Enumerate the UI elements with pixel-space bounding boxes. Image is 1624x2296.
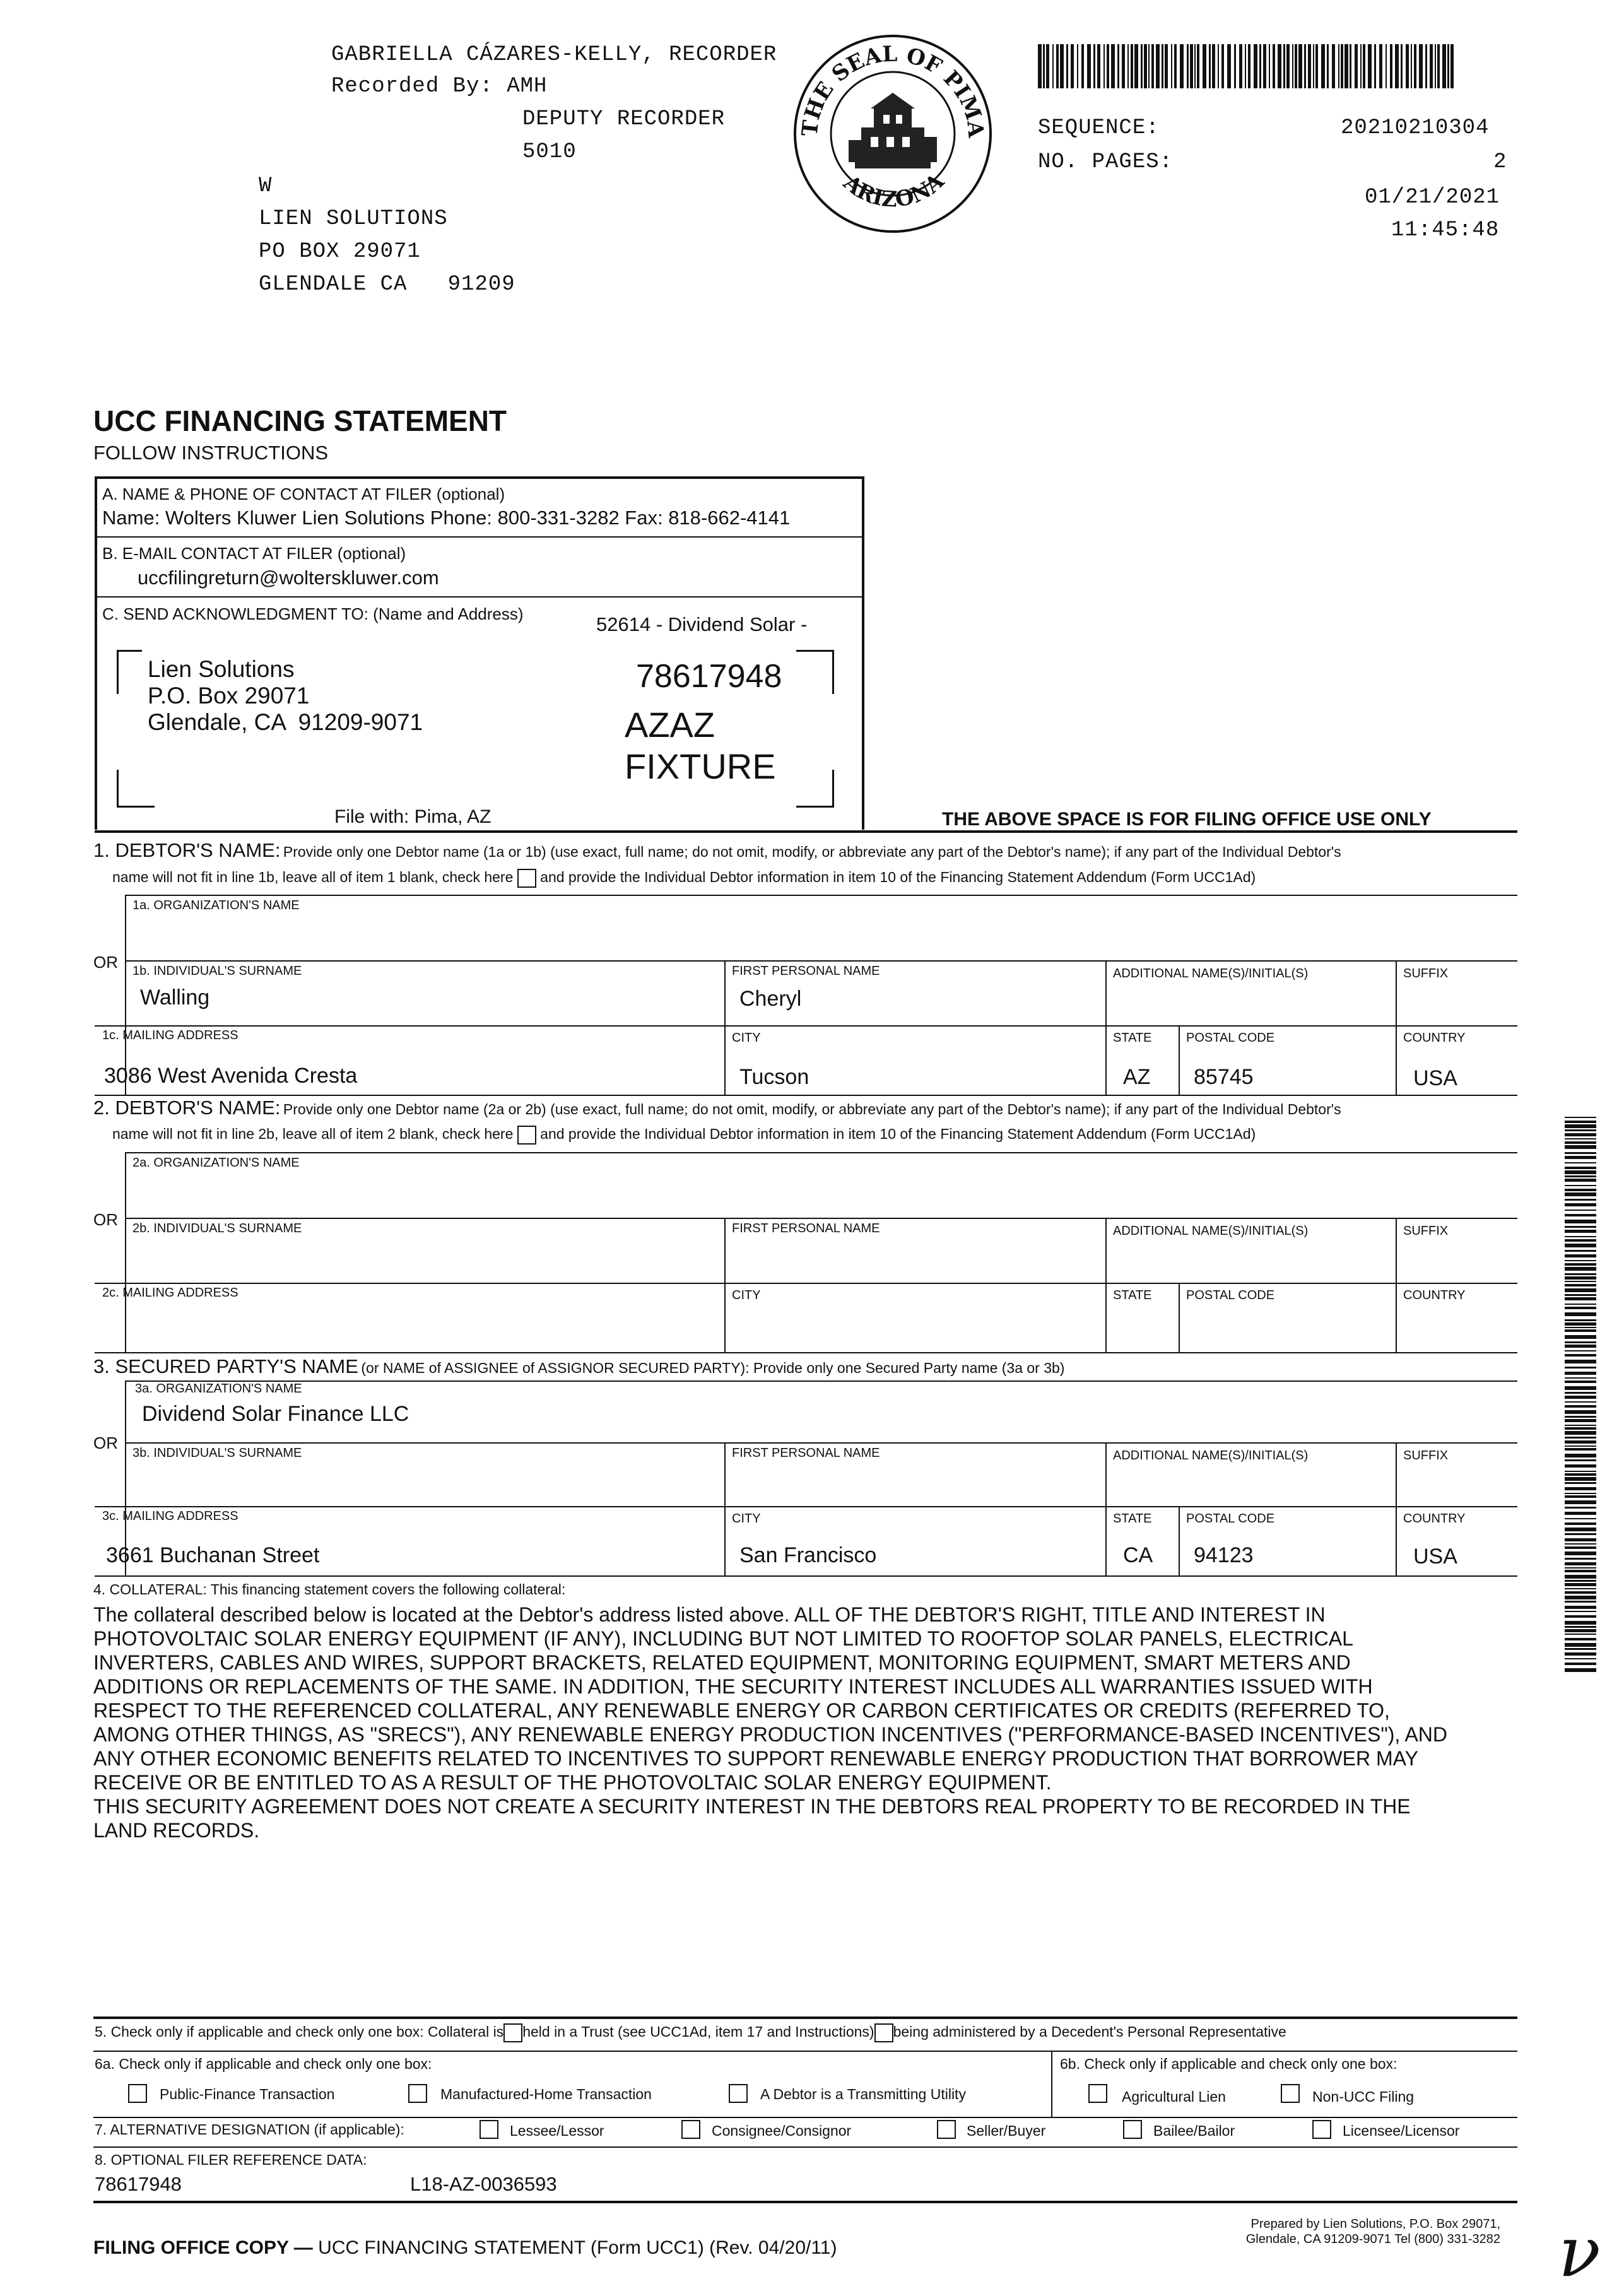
collateral-line: AMONG OTHER THINGS, AS "SRECS"), ANY RENEWABLE ENERGY PRODUCTION INCENTIVES ("PERFORMANCE-BASED INCENTIVES"), AND: [93, 1723, 1447, 1746]
pima-county-seal: [792, 33, 994, 235]
transmitting-utility-label: A Debtor is a Transmitting Utility: [760, 2086, 966, 2102]
secured-city-label: CITY: [732, 1512, 761, 1526]
svg-text:THE SEAL OF PIMA COUNTY: THE SEAL OF PIMA: [797, 41, 989, 139]
bracket-top-left: [117, 650, 142, 694]
secured-surname-label: 3b. INDIVIDUAL'S SURNAME: [132, 1446, 302, 1460]
public-finance-label: Public-Finance Transaction: [160, 2086, 335, 2102]
form-subtitle: FOLLOW INSTRUCTIONS: [93, 442, 329, 464]
manufactured-home-label: Manufactured-Home Transaction: [440, 2086, 652, 2102]
recorder-name: GABRIELLA CÁZARES-KELLY, RECORDER: [331, 43, 777, 67]
debtor2-check[interactable]: [517, 1126, 536, 1145]
secured-mail: 3661 Buchanan Street: [106, 1543, 320, 1567]
collateral-line: The collateral described below is located at the Debtor's address listed above. ALL OF THE DEBTOR'S RIGHT, TITLE AND INTEREST IN: [93, 1603, 1326, 1626]
debtor1-postal-label: POSTAL CODE: [1186, 1031, 1275, 1045]
bracket-bottom-right: [796, 770, 834, 808]
pages-label: NO. PAGES:: [1038, 150, 1174, 174]
svg-text:ARIZONA: ARIZONA: [838, 168, 950, 213]
office-use-notice: THE ABOVE SPACE IS FOR FILING OFFICE USE ONLY: [942, 809, 1432, 830]
debtor2-first-label: FIRST PERSONAL NAME: [732, 1222, 880, 1235]
record-date: 01/21/2021: [1365, 185, 1500, 209]
debtor1-or: OR: [93, 953, 118, 972]
item7-label: 7. ALTERNATIVE DESIGNATION (if applicable):: [95, 2121, 404, 2138]
bailee-checkbox[interactable]: [1123, 2120, 1142, 2139]
secured-suffix-label: SUFFIX: [1403, 1449, 1449, 1463]
secured-state: CA: [1123, 1543, 1153, 1567]
collateral-line: THIS SECURITY AGREEMENT DOES NOT CREATE A SECURITY INTEREST IN THE DEBTORS REAL PROPERTY TO BE RECORDED IN THE: [93, 1795, 1411, 1818]
lessee-checkbox[interactable]: [480, 2120, 498, 2139]
document-barcode: [1038, 44, 1454, 88]
debtor1-additional-label: ADDITIONAL NAME(S)/INITIAL(S): [1113, 967, 1309, 980]
collateral-line: PHOTOVOLTAIC SOLAR ENERGY EQUIPMENT (IF ANY), INCLUDING BUT NOT LIMITED TO ROOFTOP SOLAR PANELS, ELECTRICAL: [93, 1627, 1353, 1650]
debtor1-city: Tucson: [739, 1065, 809, 1089]
debtor2-postal-label: POSTAL CODE: [1186, 1288, 1275, 1302]
recorded-by: [331, 71, 547, 102]
collateral-line: INVERTERS, CABLES AND WIRES, SUPPORT BRACKETS, RELATED EQUIPMENT, MONITORING EQUIPMENT, SMART METERS AND: [93, 1651, 1351, 1674]
recorded-by-value: AMH: [507, 74, 548, 98]
debtor2-instr2: [112, 1126, 1256, 1145]
email-value: uccfilingreturn@wolterskluwer.com: [138, 567, 439, 589]
debtor1-instr2: [112, 869, 1256, 888]
item5: [95, 2023, 1286, 2042]
recorded-by-label: Recorded By:: [331, 74, 493, 98]
item8-value-b: L18-AZ-0036593: [410, 2173, 557, 2195]
secured-first-label: FIRST PERSONAL NAME: [732, 1446, 880, 1460]
debtor1-heading: 1. DEBTOR'S NAME:: [93, 839, 281, 861]
form-title: UCC FINANCING STATEMENT: [93, 404, 507, 437]
secured-org-label: 3a. ORGANIZATION'S NAME: [135, 1382, 302, 1396]
non-ucc-label: Non-UCC Filing: [1312, 2088, 1415, 2105]
collateral-line: RECEIVE OR BE ENTITLED TO AS A RESULT OF THE PHOTOVOLTAIC SOLAR ENERGY EQUIPMENT.: [93, 1771, 1052, 1794]
secured-instructions: [93, 1355, 1064, 1378]
debtor2-instr: Provide only one Debtor name (2a or 2b) (use exact, full name; do not omit, modify, or abbreviate any part of the Debtor's name); if any part of the Individual Debtor's: [283, 1101, 1341, 1117]
agricultural-lien-checkbox[interactable]: [1088, 2084, 1107, 2103]
debtor1-mail: 3086 West Avenida Cresta: [104, 1064, 358, 1088]
debtor2-instructions: [93, 1097, 1341, 1119]
seller-checkbox[interactable]: [937, 2120, 956, 2139]
collateral-line: ANY OTHER ECONOMIC BENEFITS RELATED TO INCENTIVES TO SUPPORT RENEWABLE ENERGY PRODUCTION THAT BORROWER MAY: [93, 1747, 1418, 1770]
secured-postal: 94123: [1194, 1543, 1254, 1567]
secured-postal-label: POSTAL CODE: [1186, 1512, 1275, 1526]
seller-label: Seller/Buyer: [967, 2122, 1046, 2139]
ack-address-line: P.O. Box 29071: [148, 683, 310, 709]
item5b-label: being administered by a Decedent's Personal Representative: [893, 2023, 1286, 2040]
bracket-top-right: [796, 650, 834, 694]
licensee-label: Licensee/Licensor: [1343, 2122, 1460, 2139]
consignee-label: Consignee/Consignor: [712, 2122, 852, 2139]
debtor1-instr: Provide only one Debtor name (1a or 1b) (use exact, full name; do not omit, modify, or abbreviate any part of the Debtor's name); if any part of the Individual Debtor's: [283, 844, 1341, 860]
debtor1-first: Cheryl: [739, 987, 802, 1011]
contact-label: A. NAME & PHONE OF CONTACT AT FILER (optional): [102, 485, 505, 503]
ack-code-2: FIXTURE: [625, 746, 776, 786]
item6b-label: 6b. Check only if applicable and check only one box:: [1060, 2056, 1397, 2072]
debtor1-surname-label: 1b. INDIVIDUAL'S SURNAME: [132, 964, 302, 978]
debtor1-first-label: FIRST PERSONAL NAME: [732, 964, 880, 978]
ack-label: C. SEND ACKNOWLEDGMENT TO: (Name and Address): [102, 604, 524, 623]
transmitting-utility-checkbox[interactable]: [729, 2084, 748, 2103]
recorder-code: 5010: [522, 140, 577, 164]
trust-checkbox[interactable]: [503, 2023, 522, 2042]
lessee-label: Lessee/Lessor: [510, 2122, 604, 2139]
debtor1-org-label: 1a. ORGANIZATION'S NAME: [132, 898, 300, 912]
debtor2-additional-label: ADDITIONAL NAME(S)/INITIAL(S): [1113, 1224, 1309, 1238]
side-barcode: [1565, 1117, 1596, 1672]
item5-label: 5. Check only if applicable and check only one box: Collateral is: [95, 2023, 504, 2040]
secured-note: (or NAME of ASSIGNEE of ASSIGNOR SECURED PARTY): Provide only one Secured Party name (3a or 3b): [361, 1360, 1065, 1376]
item8-label: 8. OPTIONAL FILER REFERENCE DATA:: [95, 2152, 367, 2168]
debtor2-instr2a: name will not fit in line 2b, leave all of item 2 blank, check here: [112, 1126, 514, 1143]
manufactured-home-checkbox[interactable]: [408, 2084, 427, 2103]
sequence-number: 20210210304: [1341, 116, 1490, 140]
email-label: B. E-MAIL CONTACT AT FILER (optional): [102, 544, 406, 563]
item6a-label: 6a. Check only if applicable and check only one box:: [95, 2056, 432, 2072]
debtor1-surname: Walling: [140, 986, 210, 1010]
debtor1-postal: 85745: [1194, 1065, 1254, 1089]
footer-prepared-2: Glendale, CA 91209-9071 Tel (800) 331-3282: [1245, 2232, 1500, 2246]
debtor2-org-label: 2a. ORGANIZATION'S NAME: [132, 1156, 300, 1170]
non-ucc-checkbox[interactable]: [1281, 2084, 1300, 2103]
ack-address: [148, 656, 423, 736]
debtor1-check[interactable]: [517, 869, 536, 888]
debtor2-state-label: STATE: [1113, 1288, 1152, 1302]
item5a-label: held in a Trust (see UCC1Ad, item 17 and Instructions): [522, 2023, 874, 2040]
recorder-mark: W: [259, 174, 273, 198]
collateral-text: [93, 1603, 1447, 1842]
debtor1-country-label: COUNTRY: [1403, 1031, 1466, 1045]
ack-code-1: AZAZ: [625, 705, 715, 745]
collateral-label: 4. COLLATERAL: This financing statement covers the following collateral:: [93, 1581, 566, 1598]
debtor1-instructions: [93, 839, 1341, 862]
footer-copy-text: UCC FINANCING STATEMENT (Form UCC1) (Rev. 04/20/11): [318, 2237, 837, 2258]
debtor1-instr2a: name will not fit in line 1b, leave all of item 1 blank, check here: [112, 869, 514, 886]
secured-state-label: STATE: [1113, 1512, 1152, 1526]
debtor1-state: AZ: [1123, 1065, 1151, 1089]
debtor1-country: USA: [1413, 1066, 1457, 1090]
return-line-2: PO BOX 29071: [259, 240, 421, 264]
debtor2-or: OR: [93, 1210, 118, 1229]
secured-city: San Francisco: [739, 1543, 877, 1567]
footer-prepared-1: Prepared by Lien Solutions, P.O. Box 29071,: [1250, 2217, 1500, 2231]
handwritten-mark: ν: [1558, 2211, 1601, 2292]
secured-mail-label: 3c. MAILING ADDRESS: [102, 1509, 238, 1523]
pages-number: 2: [1493, 150, 1507, 174]
debtor1-instr2b: and provide the Individual Debtor information in item 10 of the Financing Statement Addendum (Form UCC1Ad): [540, 869, 1256, 886]
secured-additional-label: ADDITIONAL NAME(S)/INITIAL(S): [1113, 1449, 1309, 1463]
decedent-checkbox[interactable]: [874, 2023, 893, 2042]
record-time: 11:45:48: [1391, 218, 1500, 242]
ack-address-line: Lien Solutions: [148, 656, 295, 682]
ack-address-line: Glendale, CA 91209-9071: [148, 709, 423, 735]
return-line-1: LIEN SOLUTIONS: [259, 207, 448, 231]
ack-reference: 52614 - Dividend Solar -: [596, 613, 808, 635]
deputy-recorder: DEPUTY RECORDER: [522, 107, 726, 131]
debtor1-mail-label: 1c. MAILING ADDRESS: [102, 1028, 238, 1042]
debtor2-table: [125, 1152, 1517, 1353]
sequence-label: SEQUENCE:: [1038, 116, 1160, 140]
debtor2-mail-label: 2c. MAILING ADDRESS: [102, 1286, 238, 1300]
debtor2-country-label: COUNTRY: [1403, 1288, 1466, 1302]
licensee-checkbox[interactable]: [1312, 2120, 1331, 2139]
debtor2-instr2b: and provide the Individual Debtor information in item 10 of the Financing Statement Addendum (Form UCC1Ad): [540, 1126, 1256, 1143]
debtor2-heading: 2. DEBTOR'S NAME:: [93, 1097, 281, 1119]
bracket-bottom-left: [117, 770, 155, 808]
contact-value: Name: Wolters Kluwer Lien Solutions Phone: 800-331-3282 Fax: 818-662-4141: [102, 507, 791, 529]
item8-value-a: 78617948: [95, 2173, 182, 2195]
debtor1-city-label: CITY: [732, 1031, 761, 1045]
debtor2-city-label: CITY: [732, 1288, 761, 1302]
secured-or: OR: [93, 1434, 118, 1452]
consignee-checkbox[interactable]: [681, 2120, 700, 2139]
collateral-line: RESPECT TO THE REFERENCED COLLATERAL, ANY RENEWABLE ENERGY OR CARBON CERTIFICATES OR CREDITS (REFERRED TO,: [93, 1699, 1390, 1722]
debtor2-suffix-label: SUFFIX: [1403, 1224, 1449, 1238]
collateral-line: ADDITIONS OR REPLACEMENTS OF THE SAME. IN ADDITION, THE SECURITY INTEREST INCLUDES ALL WARRANTIES ISSUED WITH: [93, 1675, 1373, 1698]
return-line-3: GLENDALE CA 91209: [259, 273, 515, 297]
debtor2-surname-label: 2b. INDIVIDUAL'S SURNAME: [132, 1222, 302, 1235]
secured-org: Dividend Solar Finance LLC: [142, 1402, 409, 1426]
agricultural-lien-label: Agricultural Lien: [1122, 2088, 1226, 2105]
secured-heading: 3. SECURED PARTY'S NAME: [93, 1355, 358, 1377]
secured-country: USA: [1413, 1545, 1457, 1569]
bailee-label: Bailee/Bailor: [1153, 2122, 1235, 2139]
secured-country-label: COUNTRY: [1403, 1512, 1466, 1526]
ack-number: 78617948: [636, 658, 782, 695]
file-with: File with: Pima, AZ: [334, 806, 491, 827]
debtor1-state-label: STATE: [1113, 1031, 1152, 1045]
footer-copy: FILING OFFICE COPY — UCC FINANCING STATEMENT (Form UCC1) (Rev. 04/20/11): [93, 2237, 837, 2258]
public-finance-checkbox[interactable]: [128, 2084, 147, 2103]
debtor1-suffix-label: SUFFIX: [1403, 967, 1449, 980]
collateral-line: LAND RECORDS.: [93, 1819, 260, 1842]
